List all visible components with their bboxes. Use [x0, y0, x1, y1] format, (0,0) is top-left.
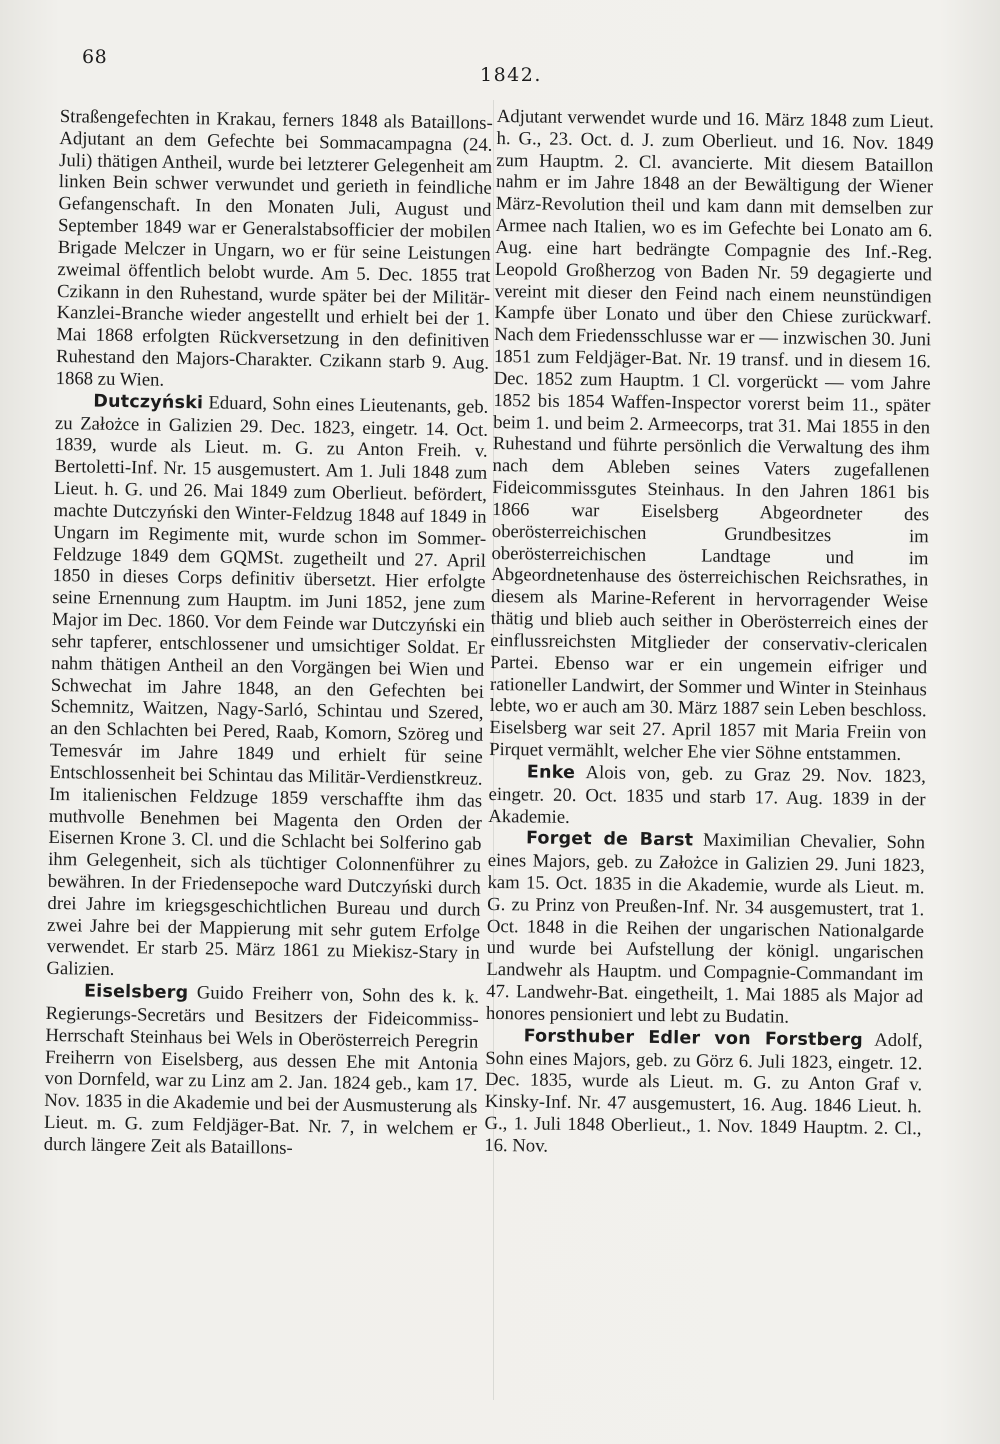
- entry-forsthuber: [484, 1025, 923, 1162]
- running-head-year: 1842.: [480, 64, 542, 86]
- entry-text: Maximilian Chevalier, Sohn eines Majors, geb. zu Założce in Galizien 29. Juni 1823, kam 15. Oct. 1835 in die Akademie, wurde als Lieut. m. G. zu Prinz von Preußen-Inf. Nr. 34 ausgemustert, trat 1. Oct. 1848 in die Reihen der ungarischen Nationalgarde und wurde bei Aufstellung der königl. ungarischen Landwehr als Hauptm. und Compagnie-Commandant im 47. Landwehr-Bat. eingetheilt, 1. Mai 1885 als Major ad honores pensioniert und lebt zu Budatin.: [485, 829, 926, 1028]
- entry-text: Guido Freiherr von, Sohn des k. k. Regierungs-Secretärs und Besitzers der Fideicommiss-Herrschaft Steinhaus bei Wels in Oberösterreich Peregrin Freiherrn von Eiselsberg, aus dessen Ehe mit Antonia von Dornfeld, war zu Linz am 2. Jan. 1824 geb., kam 17. Nov. 1835 in die Akademie und bei der Ausmusterung als Lieut. m. G. zum Feldjäger-Bat. Nr. 7, in welchem er durch längere Zeit als Bataillons-: [43, 982, 480, 1159]
- right-column: [484, 106, 934, 1162]
- entry-enke: [488, 761, 926, 833]
- entry-text: Eduard, Sohn eines Lieutenants, geb. zu Założce in Galizien 29. Dec. 1823, eingetr. 14. Oct. 1839, wurde als Lieut. m. G. zu Anton Freih. v. Bertoletti-Inf. Nr. 15 ausgemustert. Am 1. Juli 1848 zum Lieut. h. G. und 26. Mai 1849 zum Oberlieut. befördert, machte Dutczyński den Winter-Feldzug 1848 auf 1849 in Ungarn im Regimente mit, wurde schon im Sommer-Feldzuge 1849 dem GQMSt. zugetheilt und 27. April 1850 in dieses Corps definitiv übersetzt. Hier erfolgte seine Ernennung zum Hauptm. im Juni 1852, jene zum Major im Dec. 1860. Vor dem Feinde war Dutczyński ein sehr tapferer, entschlossener und umsichtiger Soldat. Er nahm thätigen Antheil an den Vorgängen bei Wien und Schwechat im Jahre 1848, an den Gefechten bei Schemnitz, Waitzen, Nagy-Sarló, Schintau und Szered, an den Schlachten bei Pered, Raab, Komorn, Szöreg und Temesvár im Jahre 1849 und erhielt für seine Entschlossenheit bei Schintau das Militär-Verdienstkreuz. Im italienischen Feldzuge 1859 verschaffte ihm das muthvolle Benehmen bei Magenta den Orden der Eisernen Krone 3. Cl. und die Schlacht bei Solferino gab ihm Gelegenheit, sich als tüchtiger Colonnenführer zu bewähren. In der Friedensepoche ward Dutczyński durch drei Jahre im kriegsgeschichtlichen Bureau und durch zwei Jahre bei der Mappierung mit sehr gutem Erfolge verwendet. Er starb 25. März 1861 zu Miekisz-Stary in Galizien.: [46, 392, 489, 981]
- entry-name: Dutczyński: [93, 391, 204, 414]
- entry-eiselsberg: [44, 980, 480, 1162]
- entry-name: Forget de Barst: [525, 828, 694, 851]
- entry-dutczynski: [46, 390, 488, 987]
- continued-paragraph: Adjutant verwendet wurde und 16. März 1848 zum Lieut. h. G., 23. Oct. d. J. zum Oberlieut. und 16. Nov. 1849 zum Hauptm. 2. Cl. avancierte. Mit diesem Bataillon nahm er im Jahre 1848 an der Bewältigung der Wiener März-Revolution theil und kam dann mit demselben zur Armee nach Italien, wo es im Gefechte bei Lonato am 6. Aug. eine hart bedrängte Compagnie des Inf.-Reg. Leopold Großherzog von Baden Nr. 59 degagierte und vereint mit dieser den Feind nach einem neunstündigen Kampfe über Lonato und über den Chiese zurückwarf. Nach dem Friedensschlusse war er — inzwischen 30. Juni 1851 zum Feldjäger-Bat. Nr. 19 transf. und in diesem 16. Dec. 1852 zum Hauptm. 1 Cl. vorgerückt — vom Jahre 1852 bis 1854 Waffen-Inspector vorerst beim 11., später beim 1. und beim 2. Armeecorps, trat 31. Mai 1855 in den Ruhestand und führte persönlich die Verwaltung des ihm nach dem Ableben seines Vaters zugefallenen Fideicommissgutes Steinhaus. In den Jahren 1861 bis 1866 war Eiselsberg Abgeordneter des oberösterreichischen Grundbesitzes im oberösterreichischen Landtage und im Abgeordnetenhause des österreichischen Reichsrathes, in diesem als Marine-Referent in hervorragender Weise thätig und blieb auch seither in Oberösterreich eines der einflussreichsten Mitglieder der conservativ-clericalen Partei. Ebenso war er ein ungemein eifriger und rationeller Landwirt, der Sommer und Winter in Steinhaus lebte, wo er auch am 30. März 1887 sein Leben beschloss. Eiselsberg war seit 27. April 1857 mit Maria Freiin von Pirquet vermählt, welcher Ehe vier Söhne entstammen.: [489, 106, 934, 766]
- entry-name: Enke: [526, 762, 576, 783]
- entry-text: Alois von, geb. zu Graz 29. Nov. 1823, eingetr. 20. Oct. 1835 und starb 17. Aug. 1839 in der Akademie.: [488, 761, 926, 828]
- entry-forget-de-barst: [486, 827, 925, 1030]
- entry-name: Eiselsberg: [83, 981, 189, 1004]
- left-column: [44, 106, 493, 1162]
- entry-text: Adolf, Sohn eines Majors, geb. zu Görz 6. Juli 1823, eingetr. 12. Dec. 1835, wurde als Lieut. m. G. zu Anton Graf v. Kinsky-Inf. Nr. 47 ausgemustert, 16. Aug. 1846 Lieut. h. G., 1. Juli 1848 Oberlieut., 1. Nov. 1849 Hauptm. 2. Cl., 16. Nov.: [484, 1029, 923, 1157]
- page-number: 68: [82, 46, 108, 68]
- entry-name: Forsthuber Edler von Forstberg: [523, 1026, 864, 1051]
- continued-paragraph: Straßengefechten in Krakau, ferners 1848 als Bataillons-Adjutant an dem Gefechte bei Sommacampagna (24. Juli) thätigen Antheil, wurde bei letzterer Gelegenheit am linken Bein schwer verwundet und gerieth in feindliche Gefangenschaft. In den Monaten Juli, August und September 1849 war er Generalstabsofficier der mobilen Brigade Melczer in Ungarn, wo er für seine Leistungen zweimal öffentlich belobt wurde. Am 5. Dec. 1855 trat Czikann in den Ruhestand, wurde später bei der Militär-Kanzlei-Branche wieder angestellt und erhielt bei der 1. Mai 1868 erfolgten Rückversetzung in den definitiven Ruhestand den Majors-Charakter. Czikann starb 9. Aug. 1868 zu Wien.: [55, 106, 493, 391]
